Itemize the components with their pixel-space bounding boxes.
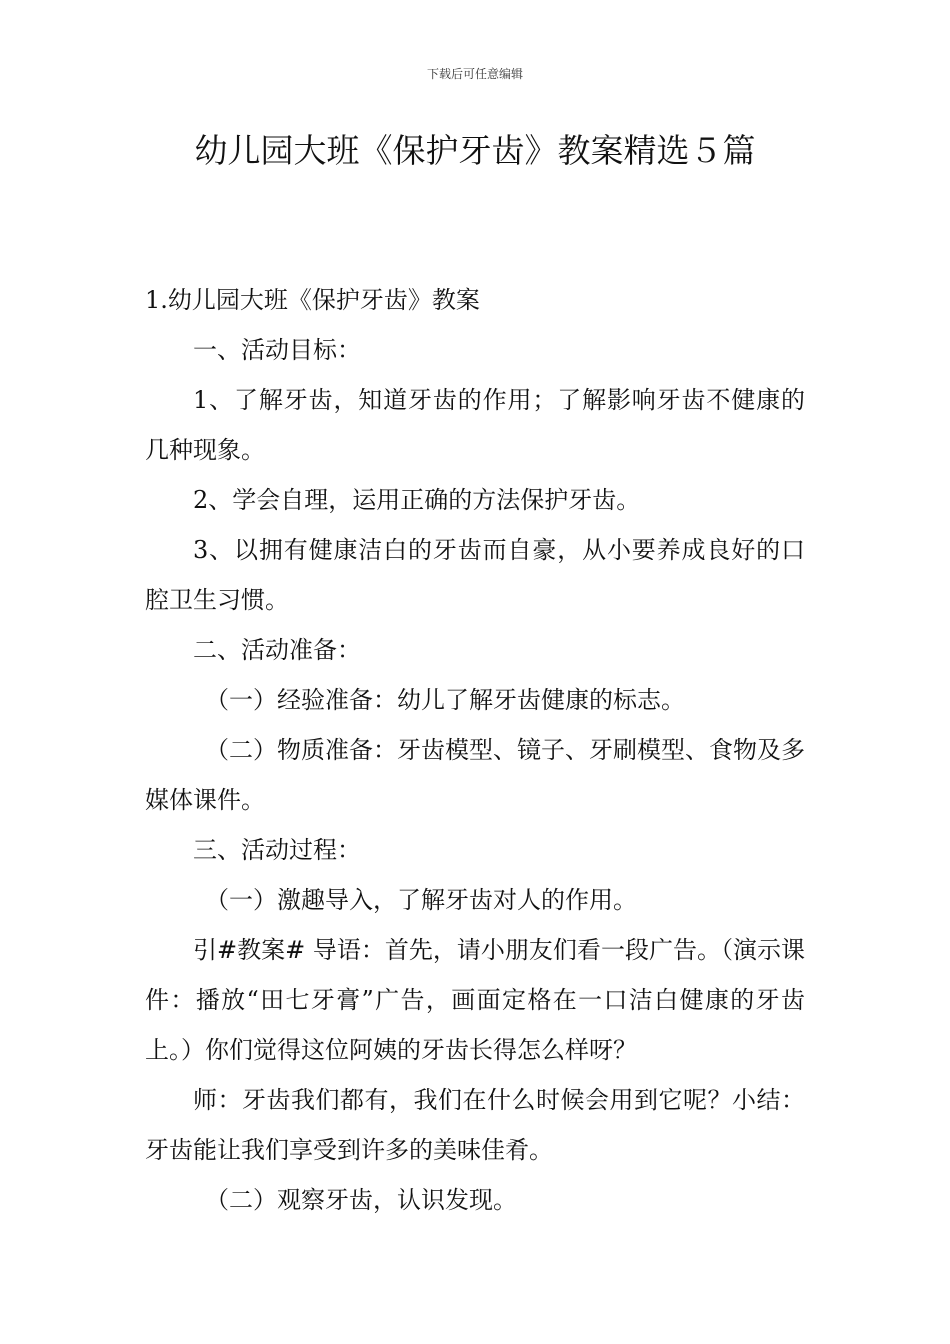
page-header-note: 下载后可任意编辑 — [426, 67, 523, 81]
paragraph-step-2-heading: （二）观察牙齿，认识发现。 — [205, 1186, 517, 1214]
paragraph-intro-guide: 引#教案# 导语：首先，请小朋友们看一段广告。（演示课件：播放“田七牙膏”广告，画面定格在一口洁白健康的牙齿上。）你们觉得这位阿姨的牙齿长得怎么样呀？ — [145, 936, 805, 1064]
document-title: 幼儿园大班《保护牙齿》教案精选５篇 — [194, 131, 756, 170]
paragraph-goal-2: 2、学会自理，运用正确的方法保护牙齿。 — [193, 486, 641, 514]
paragraph-goal-1: 1、了解牙齿，知道牙齿的作用；了解影响牙齿不健康的几种现象。 — [145, 386, 805, 464]
paragraph-teacher-summary: 师：牙齿我们都有，我们在什么时候会用到它呢？小结：牙齿能让我们享受到许多的美味佳肴。 — [145, 1086, 805, 1164]
section-heading: 1.幼儿园大班《保护牙齿》教案 — [145, 286, 480, 314]
paragraph-activity-goals-heading: 一、活动目标： — [193, 336, 361, 364]
paragraph-process-heading: 三、活动过程： — [193, 836, 361, 864]
document-body — [145, 275, 805, 1225]
paragraph-experience-preparation: （一）经验准备：幼儿了解牙齿健康的标志。 — [205, 686, 685, 714]
paragraph-preparation-heading: 二、活动准备： — [193, 636, 361, 664]
paragraph-step-1-heading: （一）激趣导入，了解牙齿对人的作用。 — [205, 886, 637, 914]
paragraph-material-preparation: （二）物质准备：牙齿模型、镜子、牙刷模型、食物及多媒体课件。 — [145, 736, 805, 814]
paragraph-goal-3: 3、以拥有健康洁白的牙齿而自豪，从小要养成良好的口腔卫生习惯。 — [145, 536, 805, 614]
